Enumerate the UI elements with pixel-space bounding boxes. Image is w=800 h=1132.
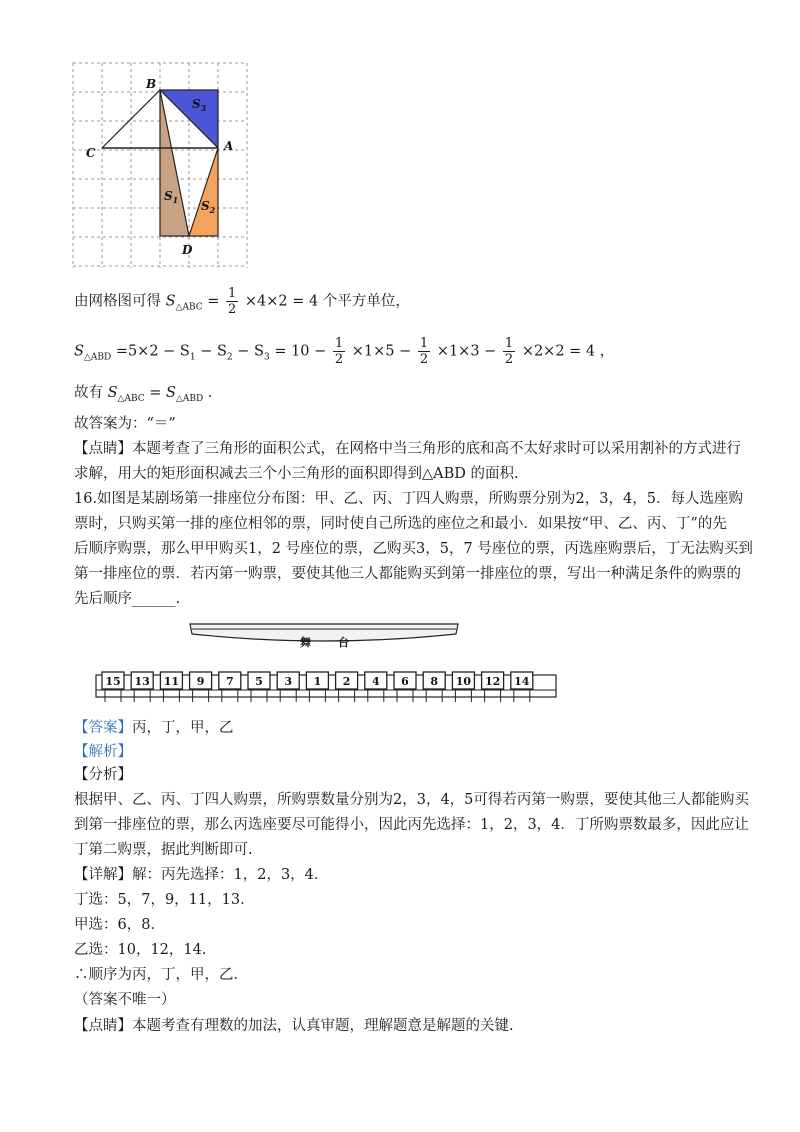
seat-number: 10 bbox=[455, 675, 472, 688]
label-s1: $S_1$ bbox=[164, 189, 179, 205]
seat-number: 6 bbox=[401, 675, 409, 688]
grid-figure bbox=[72, 60, 252, 270]
label-b: B bbox=[146, 77, 157, 91]
label-s3: $S_3$ bbox=[192, 97, 207, 113]
seat-number: 12 bbox=[484, 675, 501, 688]
calc-line-2: $S_{\triangle ABD} =5\times 2 - S_1 - S_2 - S_3 = 10$ − $\frac{1}{2}$ ×1×5 − $\frac{1}{2}$ ×1×3 − $\frac{1}{2}$ ×2×2 = 4 ， bbox=[74, 336, 615, 367]
stage-figure bbox=[94, 620, 560, 712]
label-d: D bbox=[182, 243, 193, 257]
seat-number: 3 bbox=[284, 675, 293, 688]
seat-number: 4 bbox=[371, 675, 380, 688]
seat-number: 5 bbox=[255, 675, 263, 688]
dianjing-16: 【点睛】本题考查有理数的加法，认真审题，理解题意是解题的关键. bbox=[74, 1018, 514, 1034]
seat-number: 11 bbox=[163, 675, 180, 688]
seat-number: 7 bbox=[225, 675, 234, 688]
calc-line-3: 故有 $S_{\triangle ABC} = S_{\triangle ABD}$ ． bbox=[74, 385, 223, 404]
question-16: 16.如图是某剧场第一排座位分布图：甲、乙、丙、丁四人购票，所购票分别为2，3，4，5．每人选座购 票时，只购买第一排的座位相邻的票，同时使自己所选的座位之和最小．如果按“甲、乙、丙、丁”的先 后顺序购票，那么甲甲购买1，2 号座位的票，乙购买3，5，7 号座位的票，丙选座购票后，丁无法购买到 第一排座位的票．若丙第一购票，要使其他三人都能购买到第一排座位的票，写出一种满足条件的购票的 先后顺序______. bbox=[74, 491, 753, 607]
seat-number: 14 bbox=[514, 675, 530, 688]
label-c: C bbox=[86, 146, 96, 160]
seat-number: 2 bbox=[342, 675, 351, 688]
stage-label-a: 舞 bbox=[300, 636, 311, 649]
dianjing-15: 【点睛】本题考查了三角形的面积公式，在网格中当三角形的底和高不太好求时可以采用割补的方式进行 求解，用大的矩形面积减去三个小三角形的面积即得到△ABD 的面积. bbox=[74, 441, 741, 482]
fenxi: 【分析】 根据甲、乙、丙、丁四人购票，所购票数量分别为2，3，4，5可得若丙第一购票，要使其他三人都能购买 到第一排座位的票，那么丙选座要尽可能得小，因此丙先选择：1，2，3，4．丁所购票数最多，因此应让 丁第二购票，据此判断即可. bbox=[74, 767, 749, 858]
seat-number: 1 bbox=[313, 675, 322, 688]
jiexi-tag: 【解析】 bbox=[74, 744, 132, 760]
seat-number: 8 bbox=[430, 675, 439, 688]
label-a: A bbox=[224, 139, 234, 153]
stage-label-b: 台 bbox=[338, 636, 349, 649]
xiangjie: 【详解】解：丙先选择：1，2，3，4． 丁选：5，7，9，11，13． 甲选：6，8． 乙选：10，12，14． ∴顺序为丙，丁，甲，乙． （答案不唯一） bbox=[74, 867, 329, 1008]
answer-15: 故答案为：“＝” bbox=[74, 416, 176, 432]
seat-number: 9 bbox=[196, 675, 205, 688]
seat-number: 13 bbox=[134, 675, 150, 688]
label-s2: $S_2$ bbox=[201, 199, 216, 215]
calc-line-1: 由网格图可得 $S_{\triangle ABC}$ = $\frac{1}{2}$ ×4×2 = 4 个平方单位， bbox=[74, 286, 410, 317]
seat-number: 15 bbox=[105, 675, 121, 688]
answer-16: 【答案】丙，丁，甲，乙 bbox=[74, 720, 234, 736]
